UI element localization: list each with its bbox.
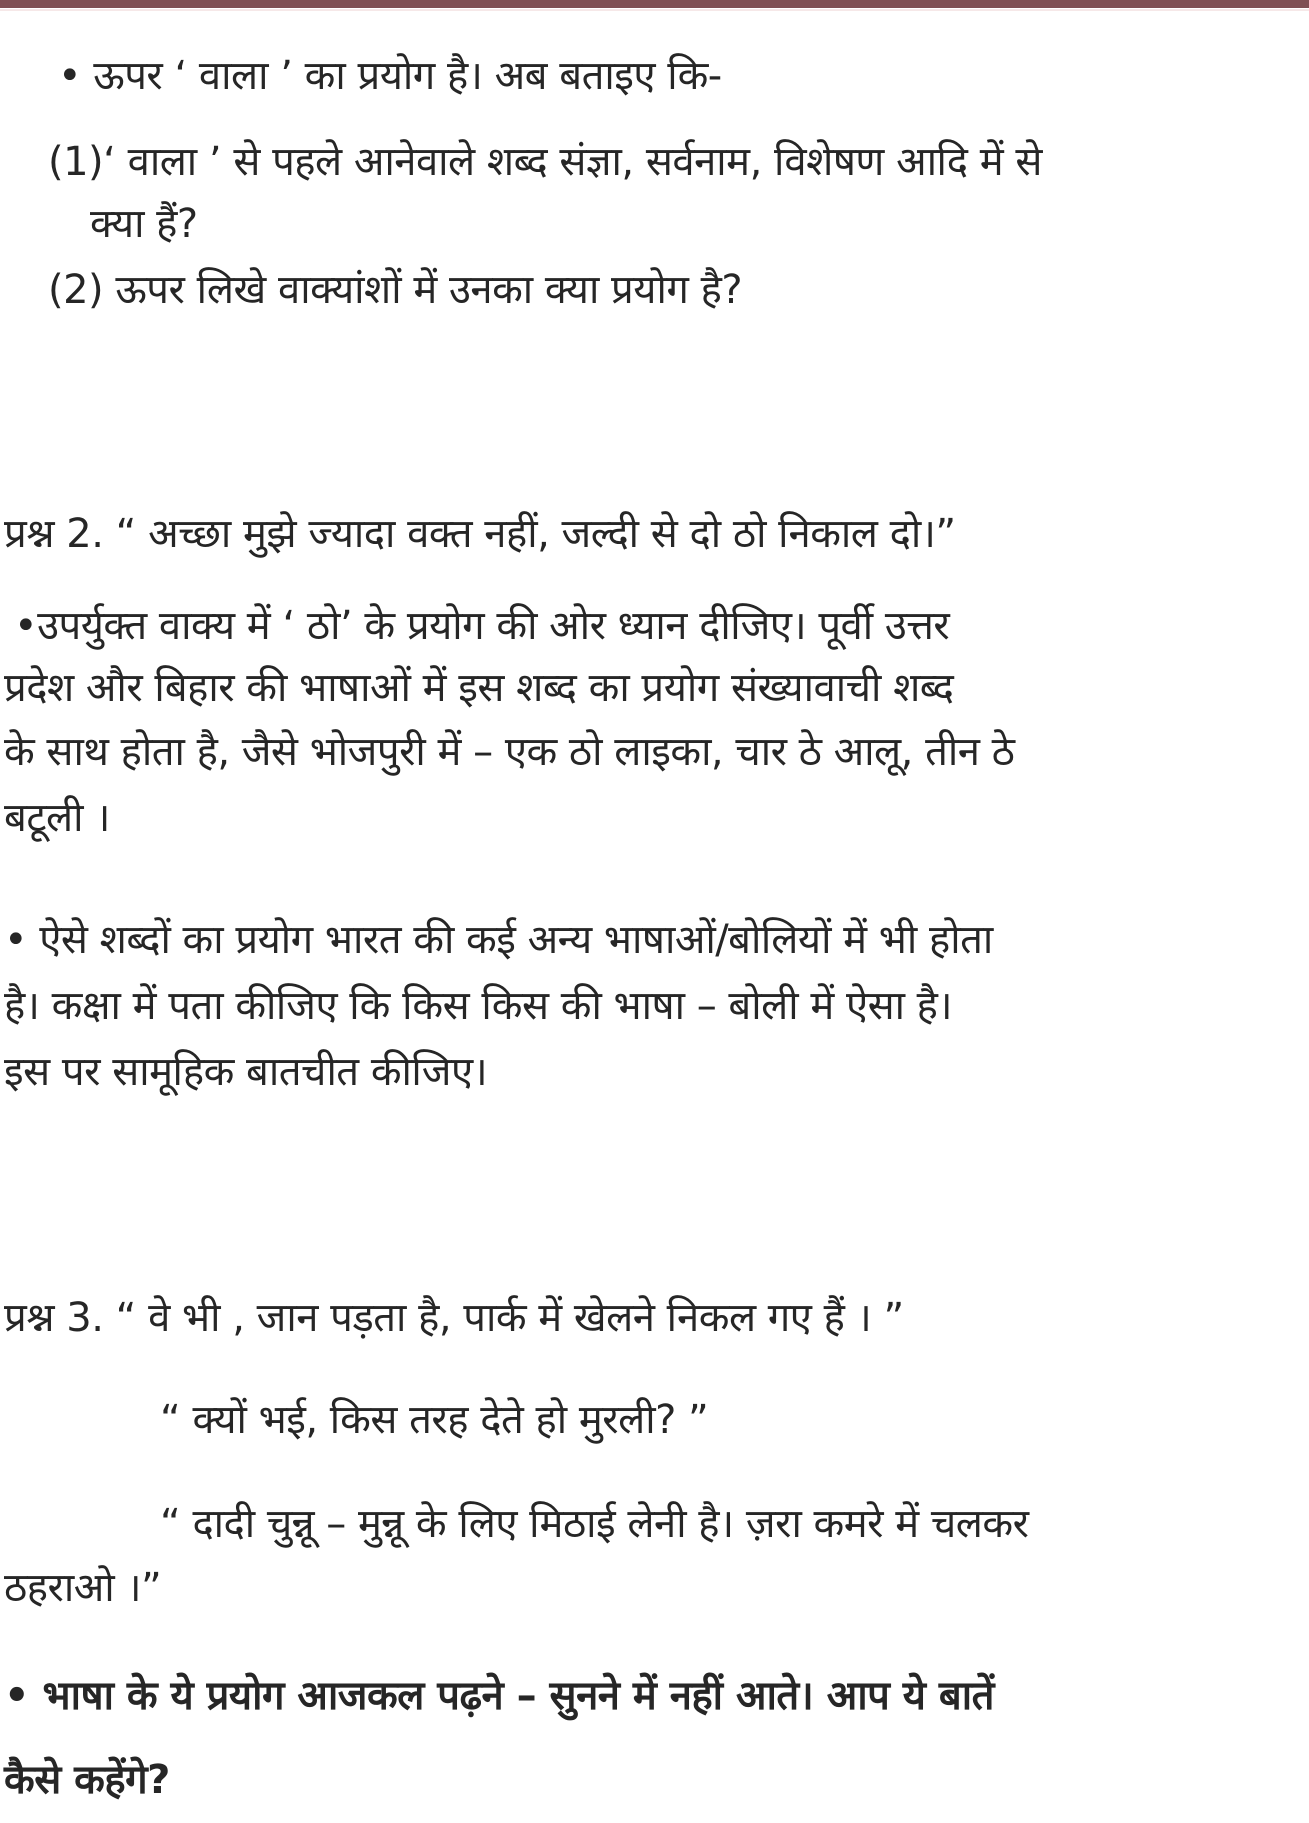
question-3-quote-2-line1: “ दादी चुन्नू – मुन्नू के लिए मिठाई लेनी है। ज़रा कमरे में चलकर: [160, 1501, 1029, 1547]
question-2-para2-line2: है। कक्षा में पता कीजिए कि किस किस की भाषा – बोली में ऐसा है।: [4, 983, 953, 1029]
question-2-para1-line4: बटूली ।: [4, 795, 110, 841]
question-2-para1-line2: प्रदेश और बिहार की भाषाओं में इस शब्द का प्रयोग संख्यावाची शब्द: [4, 665, 954, 711]
question-2-para1-line3: के साथ होता है, जैसे भोजपुरी में – एक ठो लाइका, चार ठे आलू, तीन ठे: [4, 729, 1015, 775]
sub-question-1: (1)‘ वाला ’ से पहले आनेवाले शब्द संज्ञा, सर्वनाम, विशेषण आदि में से: [48, 139, 1042, 185]
sub-question-2: (2) ऊपर लिखे वाक्यांशों में उनका क्या प्रयोग है?: [48, 267, 743, 313]
question-3-task-line1: • भाषा के ये प्रयोग आजकल पढ़ने – सुनने में नहीं आते। आप ये बातें: [4, 1673, 994, 1719]
question-2-para2-line1: • ऐसे शब्दों का प्रयोग भारत की कई अन्य भाषाओं/बोलियों में भी होता: [4, 917, 993, 963]
question-2-heading: प्रश्न 2. “ अच्छा मुझे ज्यादा वक्त नहीं, जल्दी से दो ठो निकाल दो।”: [4, 511, 956, 557]
top-bar: [0, 0, 1309, 8]
question-2-para2-line3: इस पर सामूहिक बातचीत कीजिए।: [4, 1049, 488, 1095]
intro-bullet-line: • ऊपर ‘ वाला ’ का प्रयोग है। अब बताइए कि-: [58, 53, 722, 99]
question-3-task-line2: कैसे कहेंगे?: [4, 1757, 170, 1803]
question-2-para1-line1: •उपर्युक्त वाक्य में ‘ ठो’ के प्रयोग की ओर ध्यान दीजिए। पूर्वी उत्तर: [14, 603, 950, 649]
question-3-quote-1: “ क्यों भई, किस तरह देते हो मुरली? ”: [160, 1397, 709, 1443]
top-bar-shadow: [0, 9, 1309, 11]
question-3-quote-2-line2: ठहराओ ।”: [4, 1565, 162, 1611]
sub-question-1-continued: क्या हैं?: [90, 201, 198, 247]
question-3-heading: प्रश्न 3. “ वे भी , जान पड़ता है, पार्क में खेलने निकल गए हैं । ”: [4, 1295, 904, 1341]
